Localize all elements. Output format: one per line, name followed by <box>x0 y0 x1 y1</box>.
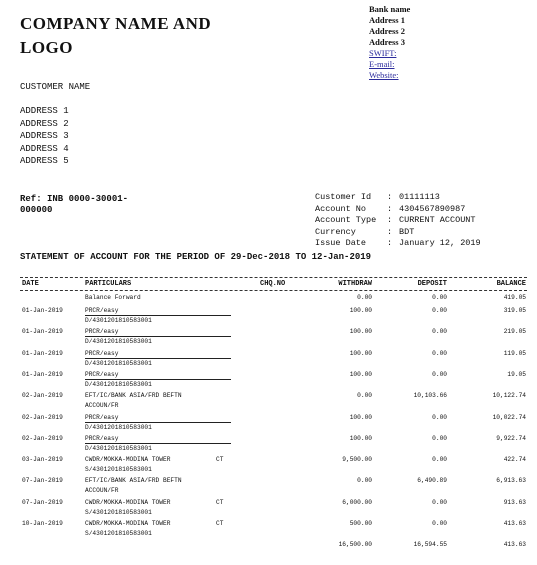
txn-withdraw: 6,000.00 <box>342 499 372 506</box>
website-link[interactable]: Website: <box>369 70 399 80</box>
txn-withdraw: 100.00 <box>349 350 372 357</box>
particulars-underline <box>85 422 231 423</box>
info-value: CURRENT ACCOUNT <box>399 215 476 225</box>
txn-date: 02-Jan-2019 <box>22 435 63 442</box>
txn-date: 10-Jan-2019 <box>22 520 63 527</box>
txn-particulars-ref: D/4301201810583001 <box>85 445 152 452</box>
txn-withdraw: 500.00 <box>349 520 372 527</box>
txn-particulars: PRCR/easy <box>85 350 119 357</box>
txn-particulars: PRCR/easy <box>85 307 119 314</box>
txn-particulars-ref: D/4301201810583001 <box>85 381 152 388</box>
divider <box>20 277 527 278</box>
txn-particulars: CWDR/MOKKA-MODINA TOWER <box>85 456 171 463</box>
txn-balance: 19.05 <box>507 371 526 378</box>
txn-date: 01-Jan-2019 <box>22 328 63 335</box>
reference-number <box>20 194 160 216</box>
txn-particulars-ref: D/4301201810583001 <box>85 360 152 367</box>
company-name-logo <box>20 12 260 60</box>
customer-address <box>20 105 69 168</box>
bank-address-3: Address 3 <box>369 37 405 47</box>
bank-details <box>369 4 410 81</box>
header-date: DATE <box>22 280 39 288</box>
txn-balance: 10,122.74 <box>492 392 526 399</box>
txn-date: 02-Jan-2019 <box>22 392 63 399</box>
txn-particulars: CWDR/MOKKA-MODINA TOWER <box>85 520 171 527</box>
info-row: Customer Id : 01111113 <box>315 192 440 202</box>
address-line: ADDRESS 5 <box>20 156 69 166</box>
info-value: January 12, 2019 <box>399 238 481 248</box>
txn-deposit: 0.00 <box>432 350 447 357</box>
info-row: Currency : BDT <box>315 226 415 237</box>
txn-withdraw: 0.00 <box>357 392 372 399</box>
txn-balance: 6,913.63 <box>496 477 526 484</box>
particulars-underline <box>85 358 231 359</box>
bank-address-1: Address 1 <box>369 15 405 25</box>
txn-particulars: PRCR/easy <box>85 371 119 378</box>
txn-particulars-ref: S/4301201810583001 <box>85 530 152 537</box>
txn-particulars: EFT/IC/BANK ASIA/FRD BEFTN <box>85 477 182 484</box>
header-cheque: CHQ.NO <box>260 280 286 288</box>
txn-date: 01-Jan-2019 <box>22 371 63 378</box>
info-row: Account Type : CURRENT ACCOUNT <box>315 215 476 225</box>
particulars-underline <box>85 315 231 316</box>
txn-deposit: 0.00 <box>432 435 447 442</box>
swift-link[interactable]: SWIFT: <box>369 48 397 58</box>
txn-deposit: 0.00 <box>432 414 447 421</box>
header-balance: BALANCE <box>496 280 526 288</box>
txn-balance: 9,922.74 <box>496 435 526 442</box>
txn-particulars: PRCR/easy <box>85 435 119 442</box>
txn-date: 03-Jan-2019 <box>22 456 63 463</box>
txn-withdraw: 100.00 <box>349 435 372 442</box>
info-key: Customer Id <box>315 192 372 202</box>
txn-date: 07-Jan-2019 <box>22 499 63 506</box>
txn-deposit: 0.00 <box>432 456 447 463</box>
info-value: 01111113 <box>399 192 440 202</box>
txn-deposit: 0.00 <box>432 307 447 314</box>
txn-withdraw: 9,500.00 <box>342 456 372 463</box>
txn-date: 07-Jan-2019 <box>22 477 63 484</box>
info-row: Account No : 4304567890987 <box>315 203 466 214</box>
info-value: BDT <box>399 226 415 237</box>
txn-particulars-ref: D/4301201810583001 <box>85 317 152 324</box>
header-particulars: PARTICULARS <box>85 280 132 288</box>
txn-deposit: 0.00 <box>432 328 447 335</box>
balance-forward-balance: 419.05 <box>503 294 526 301</box>
txn-withdraw: 100.00 <box>349 371 372 378</box>
txn-particulars-ref: ACCOUN/FR <box>85 487 119 494</box>
txn-deposit: 0.00 <box>432 520 447 527</box>
txn-deposit: 0.00 <box>432 499 447 506</box>
txn-particulars-ref: ACCOUN/FR <box>85 402 119 409</box>
info-key: Currency <box>315 226 356 237</box>
balance-forward-label: Balance Forward <box>85 294 141 301</box>
txn-code: CT <box>216 499 224 506</box>
address-line: ADDRESS 2 <box>20 118 69 129</box>
txn-particulars-ref: D/4301201810583001 <box>85 424 152 431</box>
txn-withdraw: 100.00 <box>349 307 372 314</box>
company-line-2: LOGO <box>20 38 74 57</box>
account-info <box>315 192 481 250</box>
txn-code: CT <box>216 456 224 463</box>
txn-particulars: CWDR/MOKKA-MODINA TOWER <box>85 499 171 506</box>
info-value: 4304567890987 <box>399 203 466 214</box>
statement-period-title: STATEMENT OF ACCOUNT FOR THE PERIOD OF 29-Dec-2018 TO 12-Jan-2019 <box>20 252 372 262</box>
txn-particulars: EFT/IC/BANK ASIA/FRD BEFTN <box>85 392 182 399</box>
txn-balance: 119.05 <box>503 350 526 357</box>
info-row: Issue Date : January 12, 2019 <box>315 238 481 248</box>
particulars-underline <box>85 379 231 380</box>
header-deposit: DEPOSIT <box>417 280 447 288</box>
txn-particulars: PRCR/easy <box>85 414 119 421</box>
txn-balance: 413.63 <box>503 520 526 527</box>
total-balance: 413.63 <box>503 541 526 548</box>
txn-particulars-ref: S/4301201810583001 <box>85 466 152 473</box>
total-deposit: 16,594.55 <box>413 541 447 548</box>
particulars-underline <box>85 336 231 337</box>
email-link[interactable]: E-mail: <box>369 59 395 69</box>
txn-balance: 10,022.74 <box>492 414 526 421</box>
txn-date: 02-Jan-2019 <box>22 414 63 421</box>
txn-particulars-ref: S/4301201810583001 <box>85 509 152 516</box>
txn-deposit: 6,490.89 <box>417 477 447 484</box>
header-withdraw: WITHDRAW <box>338 280 372 288</box>
company-line-1: COMPANY NAME AND <box>20 14 212 33</box>
txn-withdraw: 100.00 <box>349 328 372 335</box>
reference-line-2: 000000 <box>20 205 53 215</box>
txn-code: CT <box>216 520 224 527</box>
divider <box>20 290 527 291</box>
address-line: ADDRESS 3 <box>20 131 69 141</box>
info-key: Account Type <box>315 215 377 225</box>
txn-balance: 319.05 <box>503 307 526 314</box>
txn-balance: 913.63 <box>503 499 526 506</box>
balance-forward-withdraw: 0.00 <box>357 294 372 301</box>
total-withdraw: 16,500.00 <box>338 541 372 548</box>
txn-date: 01-Jan-2019 <box>22 307 63 314</box>
info-key: Account No <box>315 203 367 214</box>
txn-withdraw: 100.00 <box>349 414 372 421</box>
txn-deposit: 0.00 <box>432 371 447 378</box>
info-key: Issue Date <box>315 238 367 248</box>
particulars-underline <box>85 443 231 444</box>
balance-forward-deposit: 0.00 <box>432 294 447 301</box>
txn-particulars: PRCR/easy <box>85 328 119 335</box>
txn-date: 01-Jan-2019 <box>22 350 63 357</box>
bank-name: Bank name <box>369 4 411 14</box>
txn-balance: 219.05 <box>503 328 526 335</box>
address-line: ADDRESS 1 <box>20 106 69 116</box>
txn-withdraw: 0.00 <box>357 477 372 484</box>
reference-line-1: Ref: INB 0000-30001- <box>20 194 129 204</box>
bank-address-2: Address 2 <box>369 26 405 36</box>
customer-name: CUSTOMER NAME <box>20 82 91 92</box>
txn-balance: 422.74 <box>503 456 526 463</box>
txn-deposit: 10,103.66 <box>413 392 447 399</box>
txn-particulars-ref: D/4301201810583001 <box>85 338 152 345</box>
address-line: ADDRESS 4 <box>20 143 69 154</box>
